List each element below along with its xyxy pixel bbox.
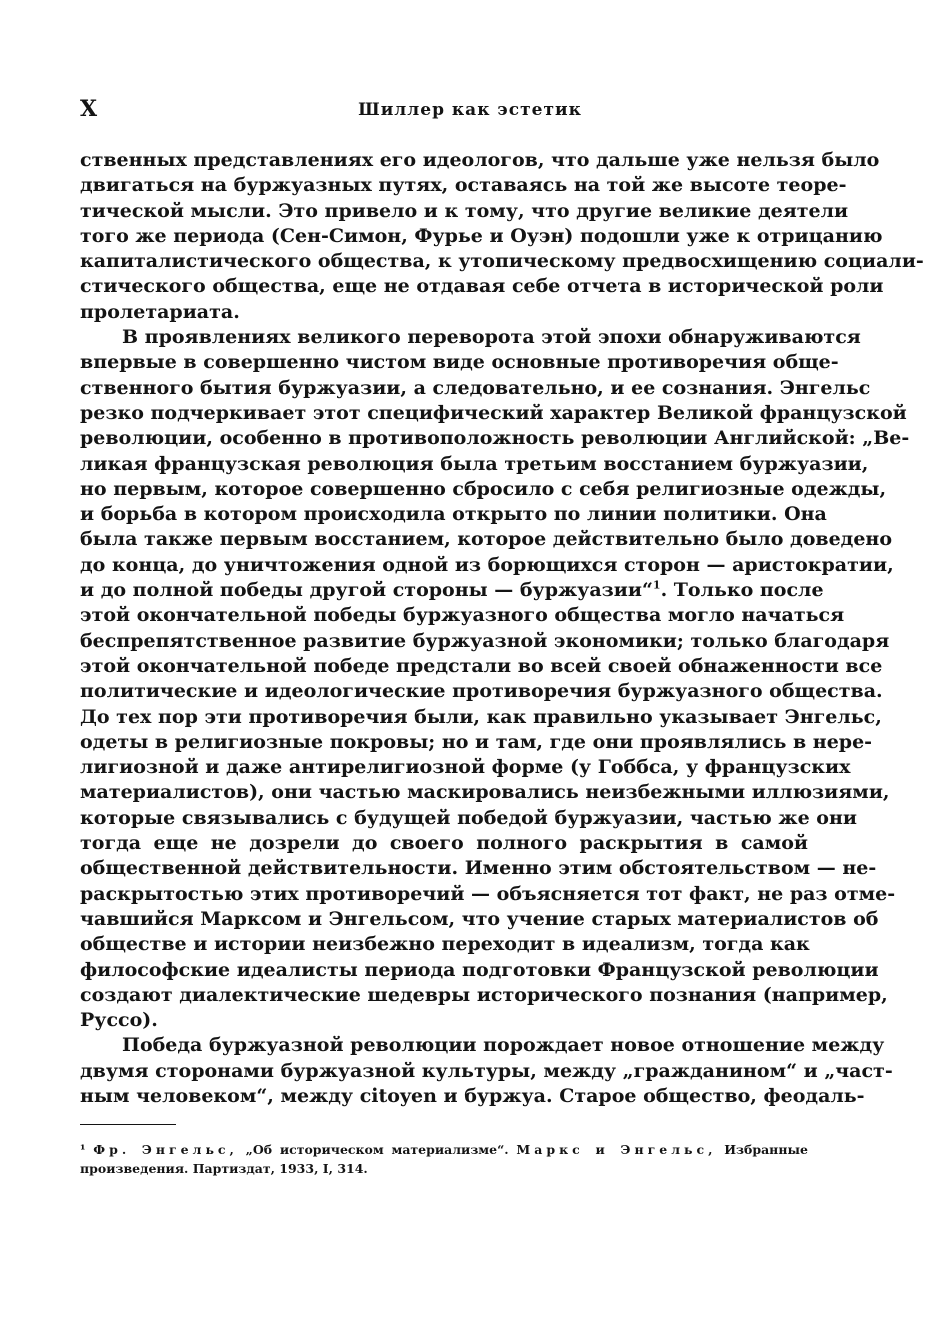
text-line: стического общества, еще не отдавая себе отчета в исторической роли xyxy=(80,275,884,298)
text-line: В проявлениях великого переворота этой эпохи обнаруживаются xyxy=(122,326,861,349)
footnote-editors: Маркс и Энгельс, xyxy=(516,1142,717,1157)
quote-end-text: и до полной победы другой стороны — буржуазии“ xyxy=(80,579,653,602)
text-line: тогда еще не дозрели до своего полного раскрытия в самой xyxy=(80,832,808,855)
quote-after-text: . Только после xyxy=(660,579,824,602)
text-line: пролетариата. xyxy=(80,300,240,323)
footnote xyxy=(80,1140,808,1178)
text-line: и борьба в котором происходила открыто по линии политики. Она xyxy=(80,503,827,526)
text-line: политические и идеологические противоречия буржуазного общества. xyxy=(80,680,883,703)
footnote-line xyxy=(80,1140,808,1159)
text-line: чавшийся Марксом и Энгельсом, что учение старых материалистов об xyxy=(80,907,879,930)
footnote-divider xyxy=(80,1124,176,1125)
text-line: беспрепятственное развитие буржуазной экономики; только благодаря xyxy=(80,629,890,652)
text-line: которые связывались с будущей победой буржуазии, частью же они xyxy=(80,806,857,829)
text-line: лигиозной и даже антирелигиозной форме (у Гоббса, у французских xyxy=(80,756,851,779)
running-title: Шиллер как эстетик xyxy=(358,100,582,120)
paragraph-3 xyxy=(80,1033,893,1109)
text-line: философские идеалисты периода подготовки Французской революции xyxy=(80,958,879,981)
text-line: раскрытостью этих противоречий — объясняется тот факт, не раз отме- xyxy=(80,882,896,905)
text-line: резко подчеркивает этот специфический характер Великой французской xyxy=(80,401,907,424)
text-line: создают диалектические шедевры исторического познания (например, xyxy=(80,983,888,1006)
text-line: ственных представлениях его идеологов, что дальше уже нельзя было xyxy=(80,149,880,171)
text-line: тической мысли. Это привело и к тому, что другие великие деятели xyxy=(80,199,849,222)
text-line: того же периода (Сен-Симон, Фурье и Оуэн) подошли уже к отрицанию xyxy=(80,224,883,247)
text-line: была также первым восстанием, которое действительно было доведено xyxy=(80,528,892,551)
page-number: X xyxy=(80,96,99,122)
text-line: общественной действительности. Именно этим обстоятельством — не- xyxy=(80,857,877,880)
text-line: революции, особенно в противоположность революции Английской: „Ве- xyxy=(80,427,910,450)
footnote-line: произведения. Партиздат, 1933, I, 314. xyxy=(80,1161,368,1176)
text-line: до конца, до уничтожения одной из борющихся сторон — аристократии, xyxy=(80,553,894,576)
text-line: Победа буржуазной революции порождает новое отношение между xyxy=(122,1034,885,1057)
text-line: этой окончательной победе предстали во всей своей обнаженности все xyxy=(80,654,883,677)
text-line: одеты в религиозные покровы; но и там, где они проявлялись в нере- xyxy=(80,730,873,753)
text-line: ликая французская революция была третьим восстанием буржуазии, xyxy=(80,452,869,475)
text-line: До тех пор эти противоречия были, как правильно указывает Энгельс, xyxy=(80,705,882,728)
text-line: впервые в совершенно чистом виде основные противоречия обще- xyxy=(80,351,839,374)
footnote-title: „Об историческом материализме“. xyxy=(245,1142,509,1157)
text-line: обществе и истории неизбежно переходит в идеализм, тогда как xyxy=(80,933,810,956)
text-line: двигаться на буржуазных путях, оставаясь на той же высоте теоре- xyxy=(80,174,847,197)
text-line: двумя сторонами буржуазной культуры, между „гражданином“ и „част- xyxy=(80,1059,893,1082)
paragraph-1 xyxy=(80,148,924,325)
body-text xyxy=(80,148,924,1109)
text-line xyxy=(80,578,824,603)
text-line: капиталистического общества, к утопическому предвосхищению социали- xyxy=(80,250,924,273)
text-line: Руссо). xyxy=(80,1009,158,1032)
text-line: материалистов), они частью маскировались неизбежными иллюзиями, xyxy=(80,781,890,804)
text-line: ным человеком“, между citoyen и буржуа. Старое общество, феодаль- xyxy=(80,1084,865,1107)
footnote-line1-tail: Избранные xyxy=(724,1142,808,1157)
text-line: ственного бытия буржуазии, а следовательно, и ее сознания. Энгельс xyxy=(80,376,871,399)
footnote-marker: ¹ xyxy=(80,1142,86,1157)
footnote-ref[interactable]: 1 xyxy=(652,578,661,592)
paragraph-2 xyxy=(80,325,910,1033)
text-line: но первым, которое совершенно сбросило с себя религиозные одежды, xyxy=(80,477,887,500)
footnote-author: Фр. Энгельс, xyxy=(93,1142,238,1157)
text-line: этой окончательной победы буржуазного общества могло начаться xyxy=(80,604,845,627)
